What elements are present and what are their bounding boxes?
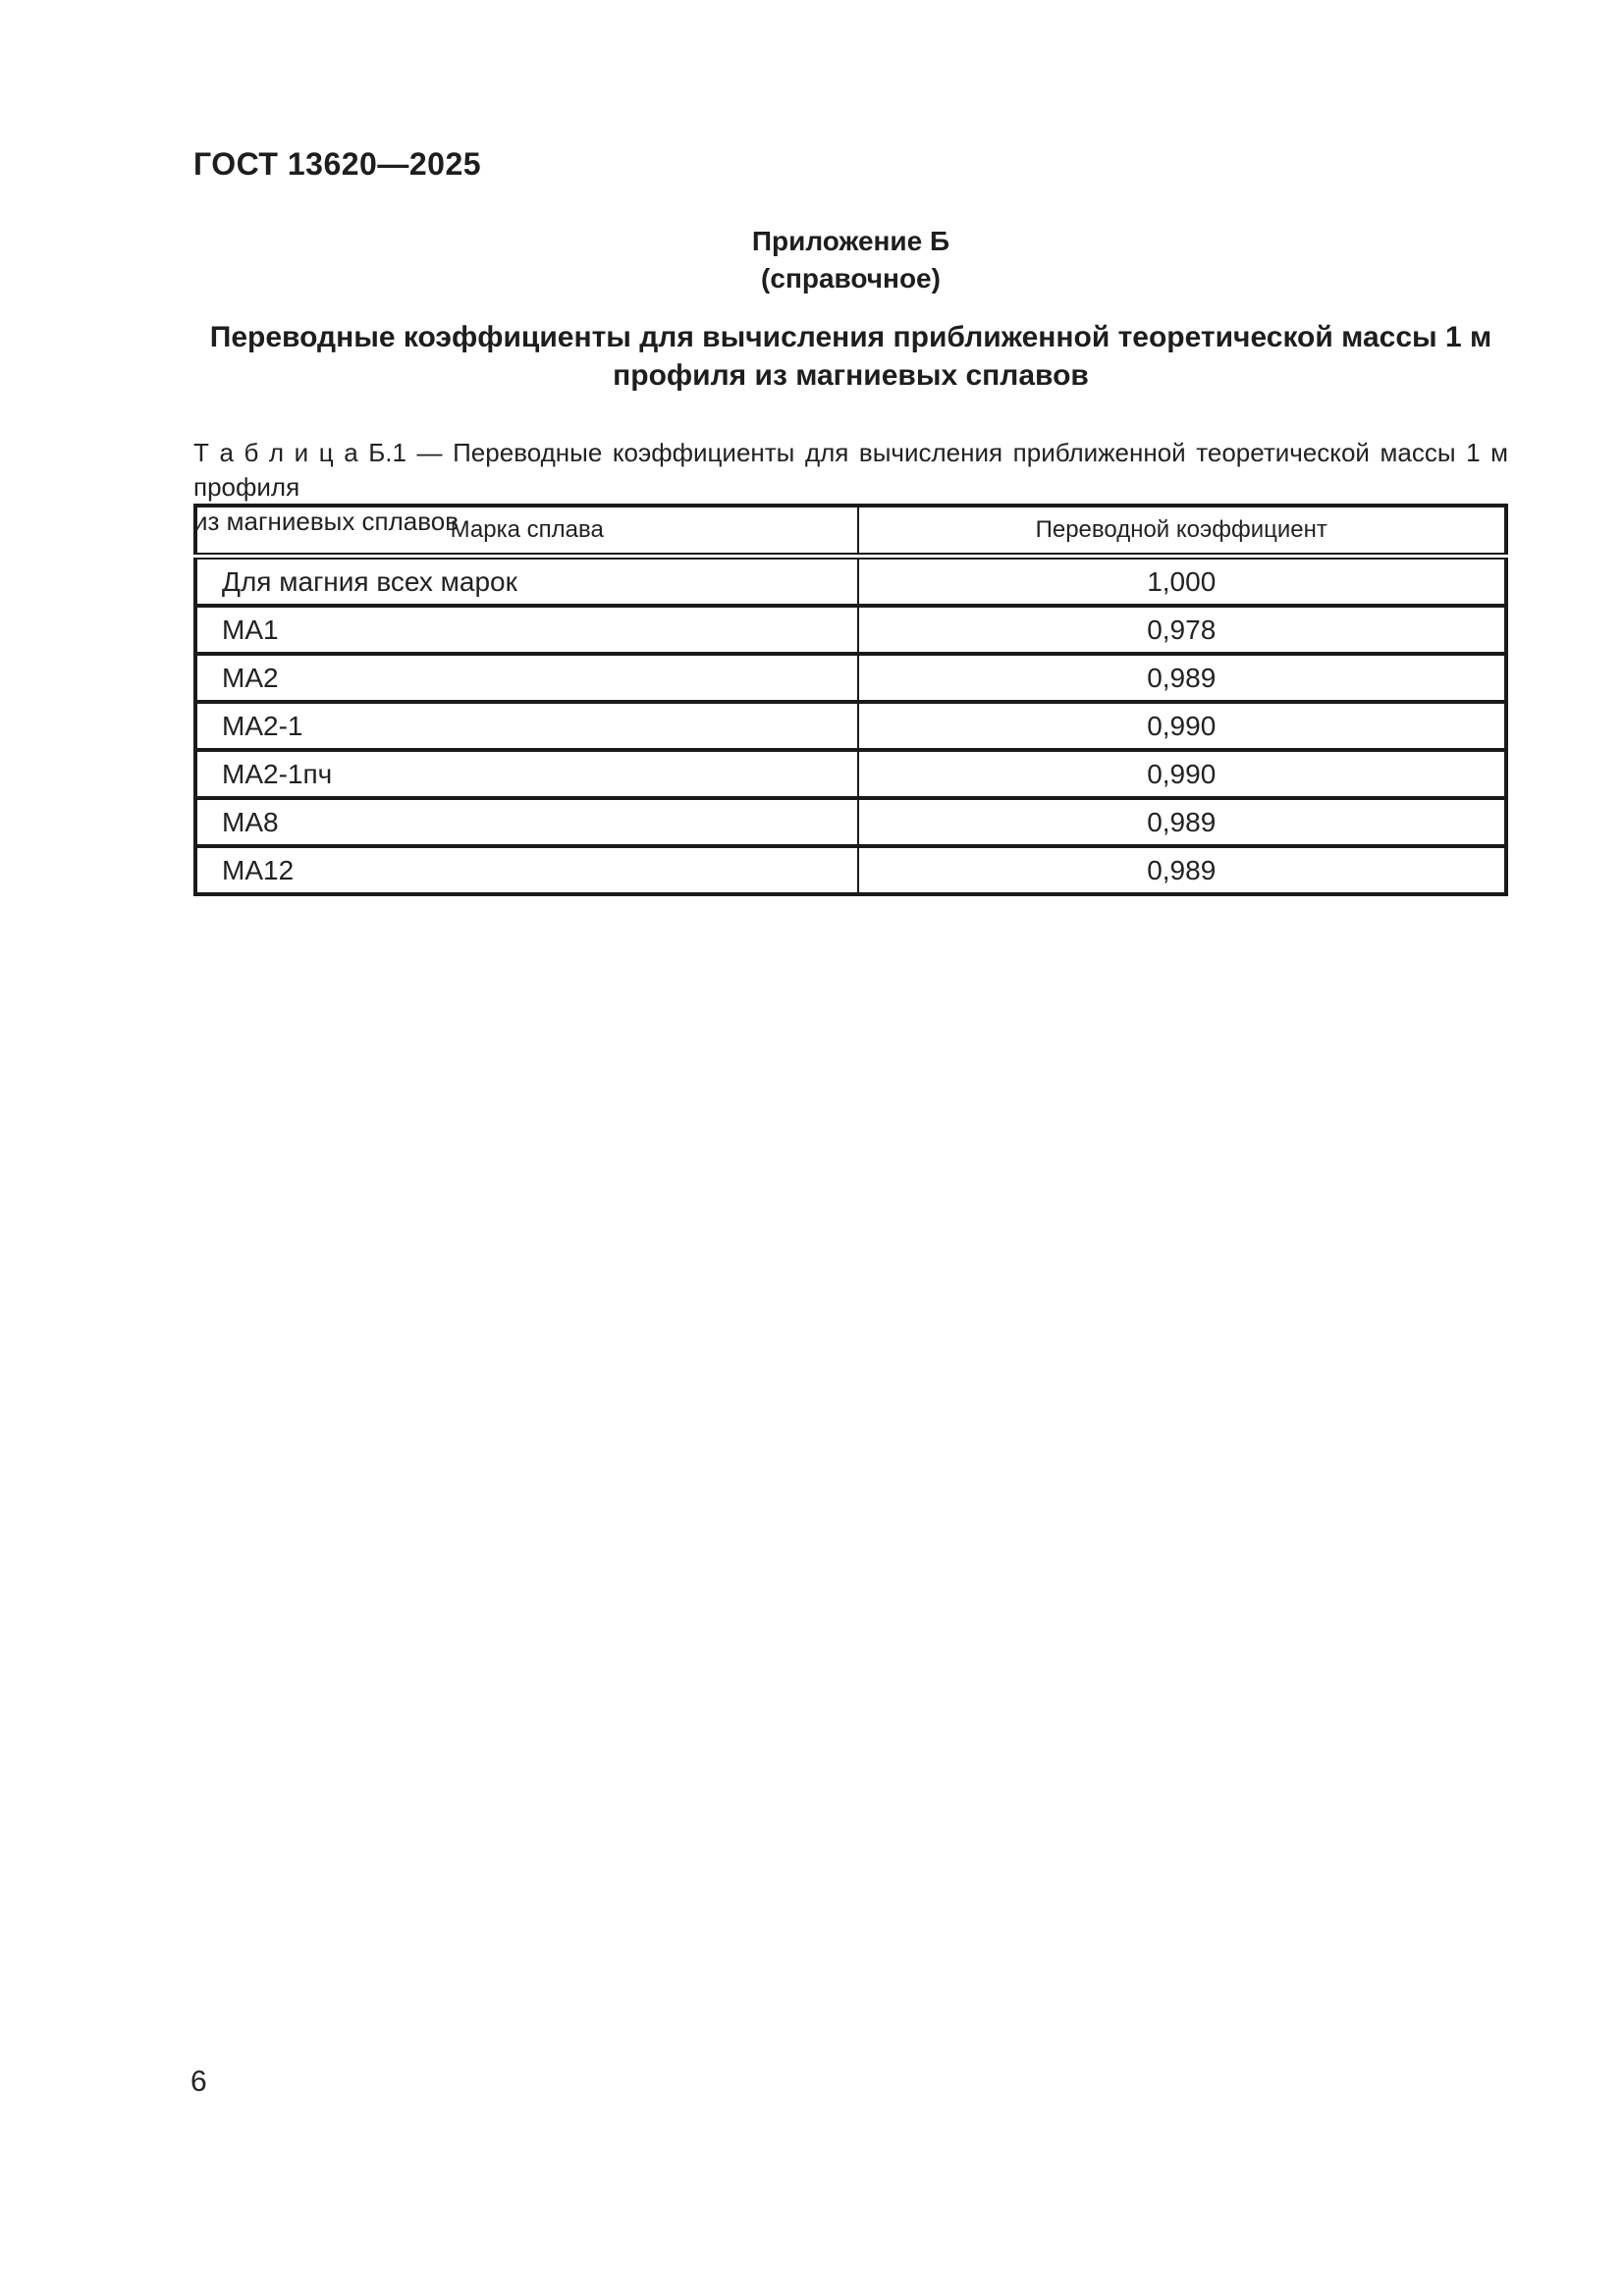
coefficient-cell: 0,990 (858, 750, 1507, 798)
running-header-doc-code: ГОСТ 13620—2025 (193, 146, 482, 182)
section-title (193, 318, 1508, 395)
coefficient-cell: 0,990 (858, 702, 1507, 750)
coefficient-cell: 0,978 (858, 606, 1507, 654)
table-caption-line1: Т а б л и ц а Б.1 — Переводные коэффициенты для вычисления приближенной теоретической массы 1 м профиля (193, 438, 1508, 502)
appendix-heading: Приложение Б (751, 226, 950, 256)
grade-cell: МА12 (195, 846, 858, 894)
column-header-coefficient: Переводной коэффициент (858, 506, 1507, 557)
table-row (195, 846, 1506, 894)
section-title-line1: Переводные коэффициенты для вычисления приближенной теоретической массы 1 м (209, 321, 1492, 353)
column-header-grade: Марка сплава (195, 506, 858, 557)
coefficient-cell: 0,989 (858, 798, 1507, 846)
table-row (195, 557, 1506, 607)
table-caption-line2: из магниевых сплавов (193, 507, 460, 536)
appendix-subheading: (справочное) (761, 263, 941, 294)
table-row (195, 606, 1506, 654)
grade-cell: МА2-1пч (195, 750, 858, 798)
grade-cell: МА8 (195, 798, 858, 846)
coefficient-cell: 0,989 (858, 846, 1507, 894)
table-row (195, 798, 1506, 846)
table-row (195, 654, 1506, 702)
table-body (195, 557, 1506, 895)
coefficient-cell: 0,989 (858, 654, 1507, 702)
coefficients-table (193, 504, 1508, 896)
appendix-heading-block (193, 223, 1508, 297)
grade-cell: МА1 (195, 606, 858, 654)
page-number: 6 (190, 2065, 207, 2098)
grade-cell: МА2 (195, 654, 858, 702)
table-row (195, 702, 1506, 750)
section-title-line2: профиля из магниевых сплавов (613, 359, 1089, 392)
grade-cell: Для магния всех марок (195, 557, 858, 607)
table-header-row (195, 506, 1506, 557)
table-row (195, 750, 1506, 798)
coefficient-cell: 1,000 (1147, 565, 1217, 597)
grade-cell: МА2-1 (195, 702, 858, 750)
